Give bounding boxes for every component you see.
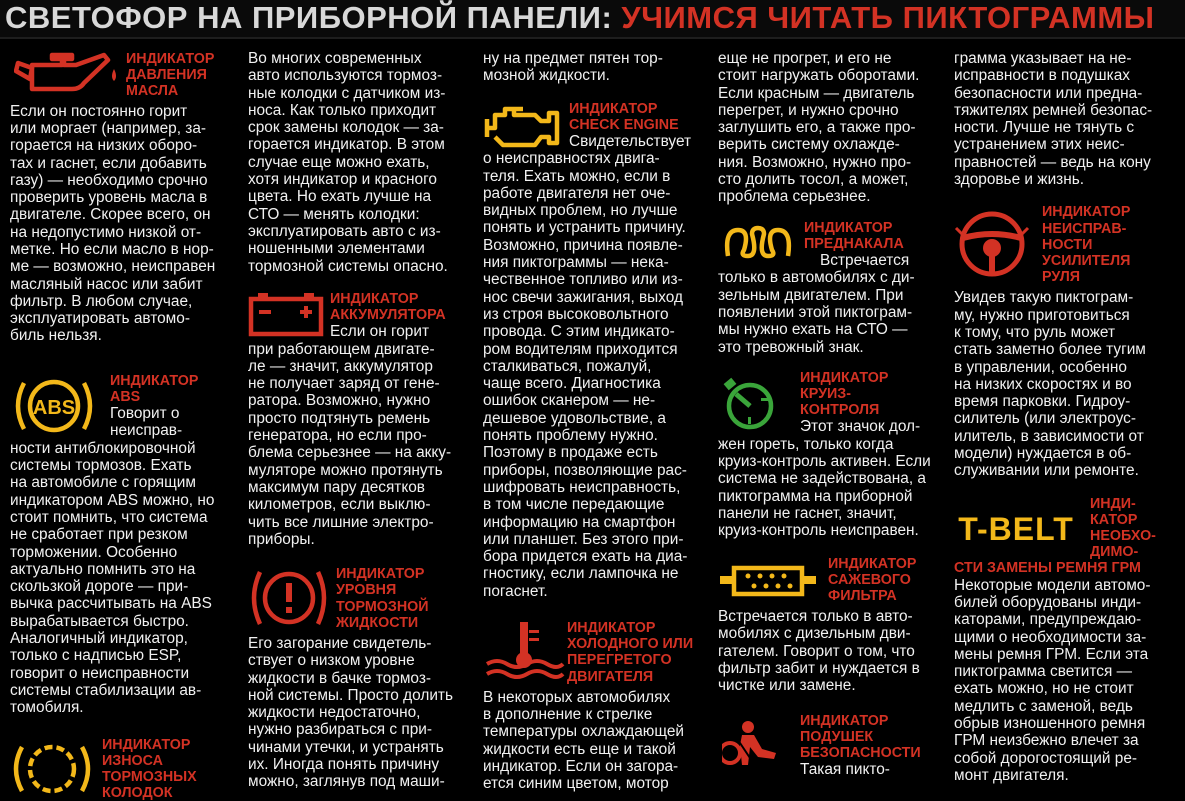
check-engine-body-side: Свидетельствует xyxy=(569,133,692,150)
power-steering-body: Увидев такую пиктограм- му, нужно приготовиться к тому, что руль может стать заметно более тугим в управлении, особенно на низких скоростях и во время парковки. Гидроу- силитель (или электроус- илитель, в зависимости от модели) нуждается в об- служивании или ремонте. xyxy=(954,289,1146,480)
column-3 xyxy=(483,50,703,793)
airbag-body-cont: грамма указывает на не- исправности в подушках безопасности или предна- тяжителях ремней безопас- ности. Лучше не тянуть с устранением этих неис- правностей — ведь на кону здоровье и жизнь. xyxy=(954,50,1153,189)
brake-pads-icon xyxy=(10,741,94,797)
t-belt-icon-label: T-BELT xyxy=(958,510,1074,547)
brake-fluid-body-cont: ну на предмет пятен тор- мозной жидкости. xyxy=(483,50,663,85)
title-part2: УЧИМСЯ ЧИТАТЬ ПИКТОГРАММЫ xyxy=(621,0,1155,35)
airbag-icon xyxy=(722,719,788,769)
particulate-filter-icon xyxy=(718,560,818,602)
brake-pads-heading: ИНДИКАТОР ИЗНОСА ТОРМОЗНЫХ КОЛОДОК xyxy=(102,736,197,801)
glow-plug-icon xyxy=(722,224,794,260)
coolant-heading: ИНДИКАТОР ХОЛОДНОГО ИЛИ ПЕРЕГРЕТОГО ДВИГАТЕЛЯ xyxy=(567,620,694,685)
title-part1: СВЕТОФОР НА ПРИБОРНОЙ ПАНЕЛИ: xyxy=(5,0,613,35)
column-2 xyxy=(248,50,466,791)
power-steering-heading: ИНДИКАТОР НЕИСПРАВ- НОСТИ УСИЛИТЕЛЯ РУЛЯ xyxy=(1042,204,1131,286)
airbag-heading: ИНДИКАТОР ПОДУШЕК БЕЗОПАСНОСТИ xyxy=(800,712,921,762)
check-engine-section xyxy=(483,101,703,600)
coolant-section xyxy=(483,620,703,793)
cruise-control-heading: ИНДИКАТОР КРУИЗ- КОНТРОЛЯ xyxy=(800,369,889,419)
airbag-section xyxy=(718,713,940,779)
dpf-body: Встречается только в авто- мобилях с дизельным дви- гателем. Говорит о том, что фильтр забит и нуждается в чистке или замене. xyxy=(718,608,920,695)
page-header xyxy=(0,0,1185,39)
brake-fluid-icon xyxy=(248,566,330,630)
glow-plug-heading: ИНДИКАТОР ПРЕДНАКАЛА xyxy=(804,219,904,252)
glow-plug-section xyxy=(718,220,940,356)
battery-heading: ИНДИКАТОР АККУМУЛЯТОРА xyxy=(330,290,446,324)
glow-plug-body: только в автомобилях с ди- зельным двигателем. При появлении этой пиктограм- мы нужно ехать на СТО — это тревожный знак. xyxy=(718,269,915,356)
cruise-control-body-side: Этот значок дол- xyxy=(800,418,921,436)
timing-belt-heading: ИНДИ- КАТОР НЕОБХО- ДИМО- xyxy=(1090,495,1156,561)
battery-body-side: Если он горит xyxy=(330,323,430,341)
column-4 xyxy=(718,50,940,779)
column-1 xyxy=(10,45,235,801)
timing-belt-section xyxy=(954,496,1179,785)
battery-body: при работающем двигате- ле — значит, аккумулятор не получает заряд от гене- ратора. Возможно, нужно просто подтянуть ремень генератора, но если про- блема серьезнее — на акку- муляторе можно протянуть максимум пару десятков километров, если выклю- чить все лишние электро- приборы. xyxy=(248,340,452,548)
dpf-section xyxy=(718,556,940,695)
abs-body: ности антиблокировочной системы тормозов. Ехать на автомобиле с горящим индикатором ABS можно, но стоит помнить, что система не сработает при резком торможении. Особенно актуально помнить это на скользкой дороге — при- вычка рассчитывать на ABS вырабатывается быстро. Аналогичный индикатор, только с надписью ESP, говорит о неисправности системы стабилизации ав- томобиля. xyxy=(10,439,215,717)
abs-icon xyxy=(10,375,98,437)
abs-body-side: Говорит о неисправ- xyxy=(110,405,183,440)
steering-wheel-icon xyxy=(954,208,1030,278)
abs-icon-label: ABS xyxy=(32,396,76,419)
cruise-control-body: жен гореть, только когда круиз-контроль активен. Если система не задействована, а пиктограмма на приборной панели не гаснет, значит, круиз-контроль неисправен. xyxy=(718,435,931,540)
page-title xyxy=(5,1,1155,35)
oil-pressure-heading: ИНДИКАТОР ДАВЛЕНИЯ МАСЛА xyxy=(126,51,215,100)
oil-can-icon xyxy=(14,51,122,97)
abs-section xyxy=(10,373,235,717)
abs-heading: ИНДИКАТОР ABS xyxy=(110,372,199,405)
column-5 xyxy=(954,50,1179,784)
cruise-control-section xyxy=(718,370,940,540)
brake-fluid-heading: ИНДИКАТОР УРОВНЯ ТОРМОЗНОЙ ЖИДКОСТИ xyxy=(336,566,429,631)
brake-fluid-section xyxy=(248,566,466,790)
check-engine-icon xyxy=(483,105,561,151)
power-steering-section xyxy=(954,204,1179,479)
cruise-control-icon xyxy=(718,376,782,430)
coolant-temp-icon xyxy=(483,620,565,682)
airbag-body-side: Такая пикто- xyxy=(800,761,890,779)
timing-belt-heading-full: СТИ ЗАМЕНЫ РЕМНЯ ГРМ xyxy=(954,560,1141,577)
check-engine-body: о неисправностях двига- теля. Ехать можно, если в работе двигателя нет оче- видных проблем, но лучше понять и устранить причину. Возможно, причина появле- ния пиктограммы — нека- чественное топливо или из- нос свечи зажигания, выход из строя высоковольтного провода. С этим индикато- ром водителям приходится сталкиваться, пожалуй, чаще всего. Диагностика ошибок сканером — не- дешевое удовольствие, а понять проблему нужно. Поэтому в продаже есть приборы, позволяющие рас- шифровать неисправность, в том числе передающие информацию на смартфон или планшет. Без этого при- бора придется ехать на диа- гностику, если лампочка не погаснет. xyxy=(483,150,688,600)
brake-pads-body: Во многих современных авто используются тормоз- ные колодки с датчиком из- носа. Как только приходит срок замены колодок — за- горается индикатор. В этом случае еще можно ехать, хотя индикатор и красного цвета. Но ехать лучше на СТО — менять колодки: эксплуатировать авто с из- ношенными элементами тормозной системы опасно. xyxy=(248,50,448,275)
timing-belt-body: Некоторые модели автомо- билей оборудованы инди- каторами, предупреждаю- щими о необходимости за- мены ремня ГРМ. Если эта пиктограмма светится — ехать можно, но не стоит медлить с заменой, ведь обрыв изношенного ремня ГРМ неизбежно влечет за собой дорогостоящий ре- монт двигателя. xyxy=(954,576,1151,784)
coolant-body: В некоторых автомобилях в дополнение к стрелке температуры охлаждающей жидкости есть еще и такой индикатор. Если он загора- ется синим цветом, мотор xyxy=(483,688,684,793)
battery-icon xyxy=(248,293,324,337)
check-engine-heading: ИНДИКАТОР CHECK ENGINE xyxy=(569,100,679,133)
battery-section xyxy=(248,291,466,548)
oil-pressure-body: Если он постоянно горит или моргает (например, за- горается на низких оборо- тах и гаснет, если добавить газу) — необходимо срочно проверить уровень масла в двигателе. Скорее всего, он на недопустимо низкой от- метке. Но если масло в нор- ме — возможно, неисправен масляный насос или забит фильтр. В любом случае, эксплуатировать автомо- биль нельзя. xyxy=(10,102,216,345)
brake-fluid-body: Его загорание свидетель- ствует о низком уровне жидкости в бачке тормоз- ной системы. Просто долить жидкости недостаточно, нужно разбираться с при- чинами утечки, и устранять их. Иногда понять причину можно, заглянув под маши- xyxy=(248,634,453,791)
brake-pads-section xyxy=(10,737,235,801)
dpf-heading: ИНДИКАТОР САЖЕВОГО ФИЛЬТРА xyxy=(828,555,917,604)
t-belt-icon xyxy=(954,506,1078,548)
glow-plug-body-side: Встречается xyxy=(820,252,910,270)
coolant-body-cont: еще не прогрет, и его не стоит нагружать оборотами. Если красным — двигатель перегрет, и нужно срочно заглушить его, а также про- верить систему охлажде- ния. Возможно, нужно про- сто долить тосол, а может, проблема серьезнее. xyxy=(718,50,920,206)
